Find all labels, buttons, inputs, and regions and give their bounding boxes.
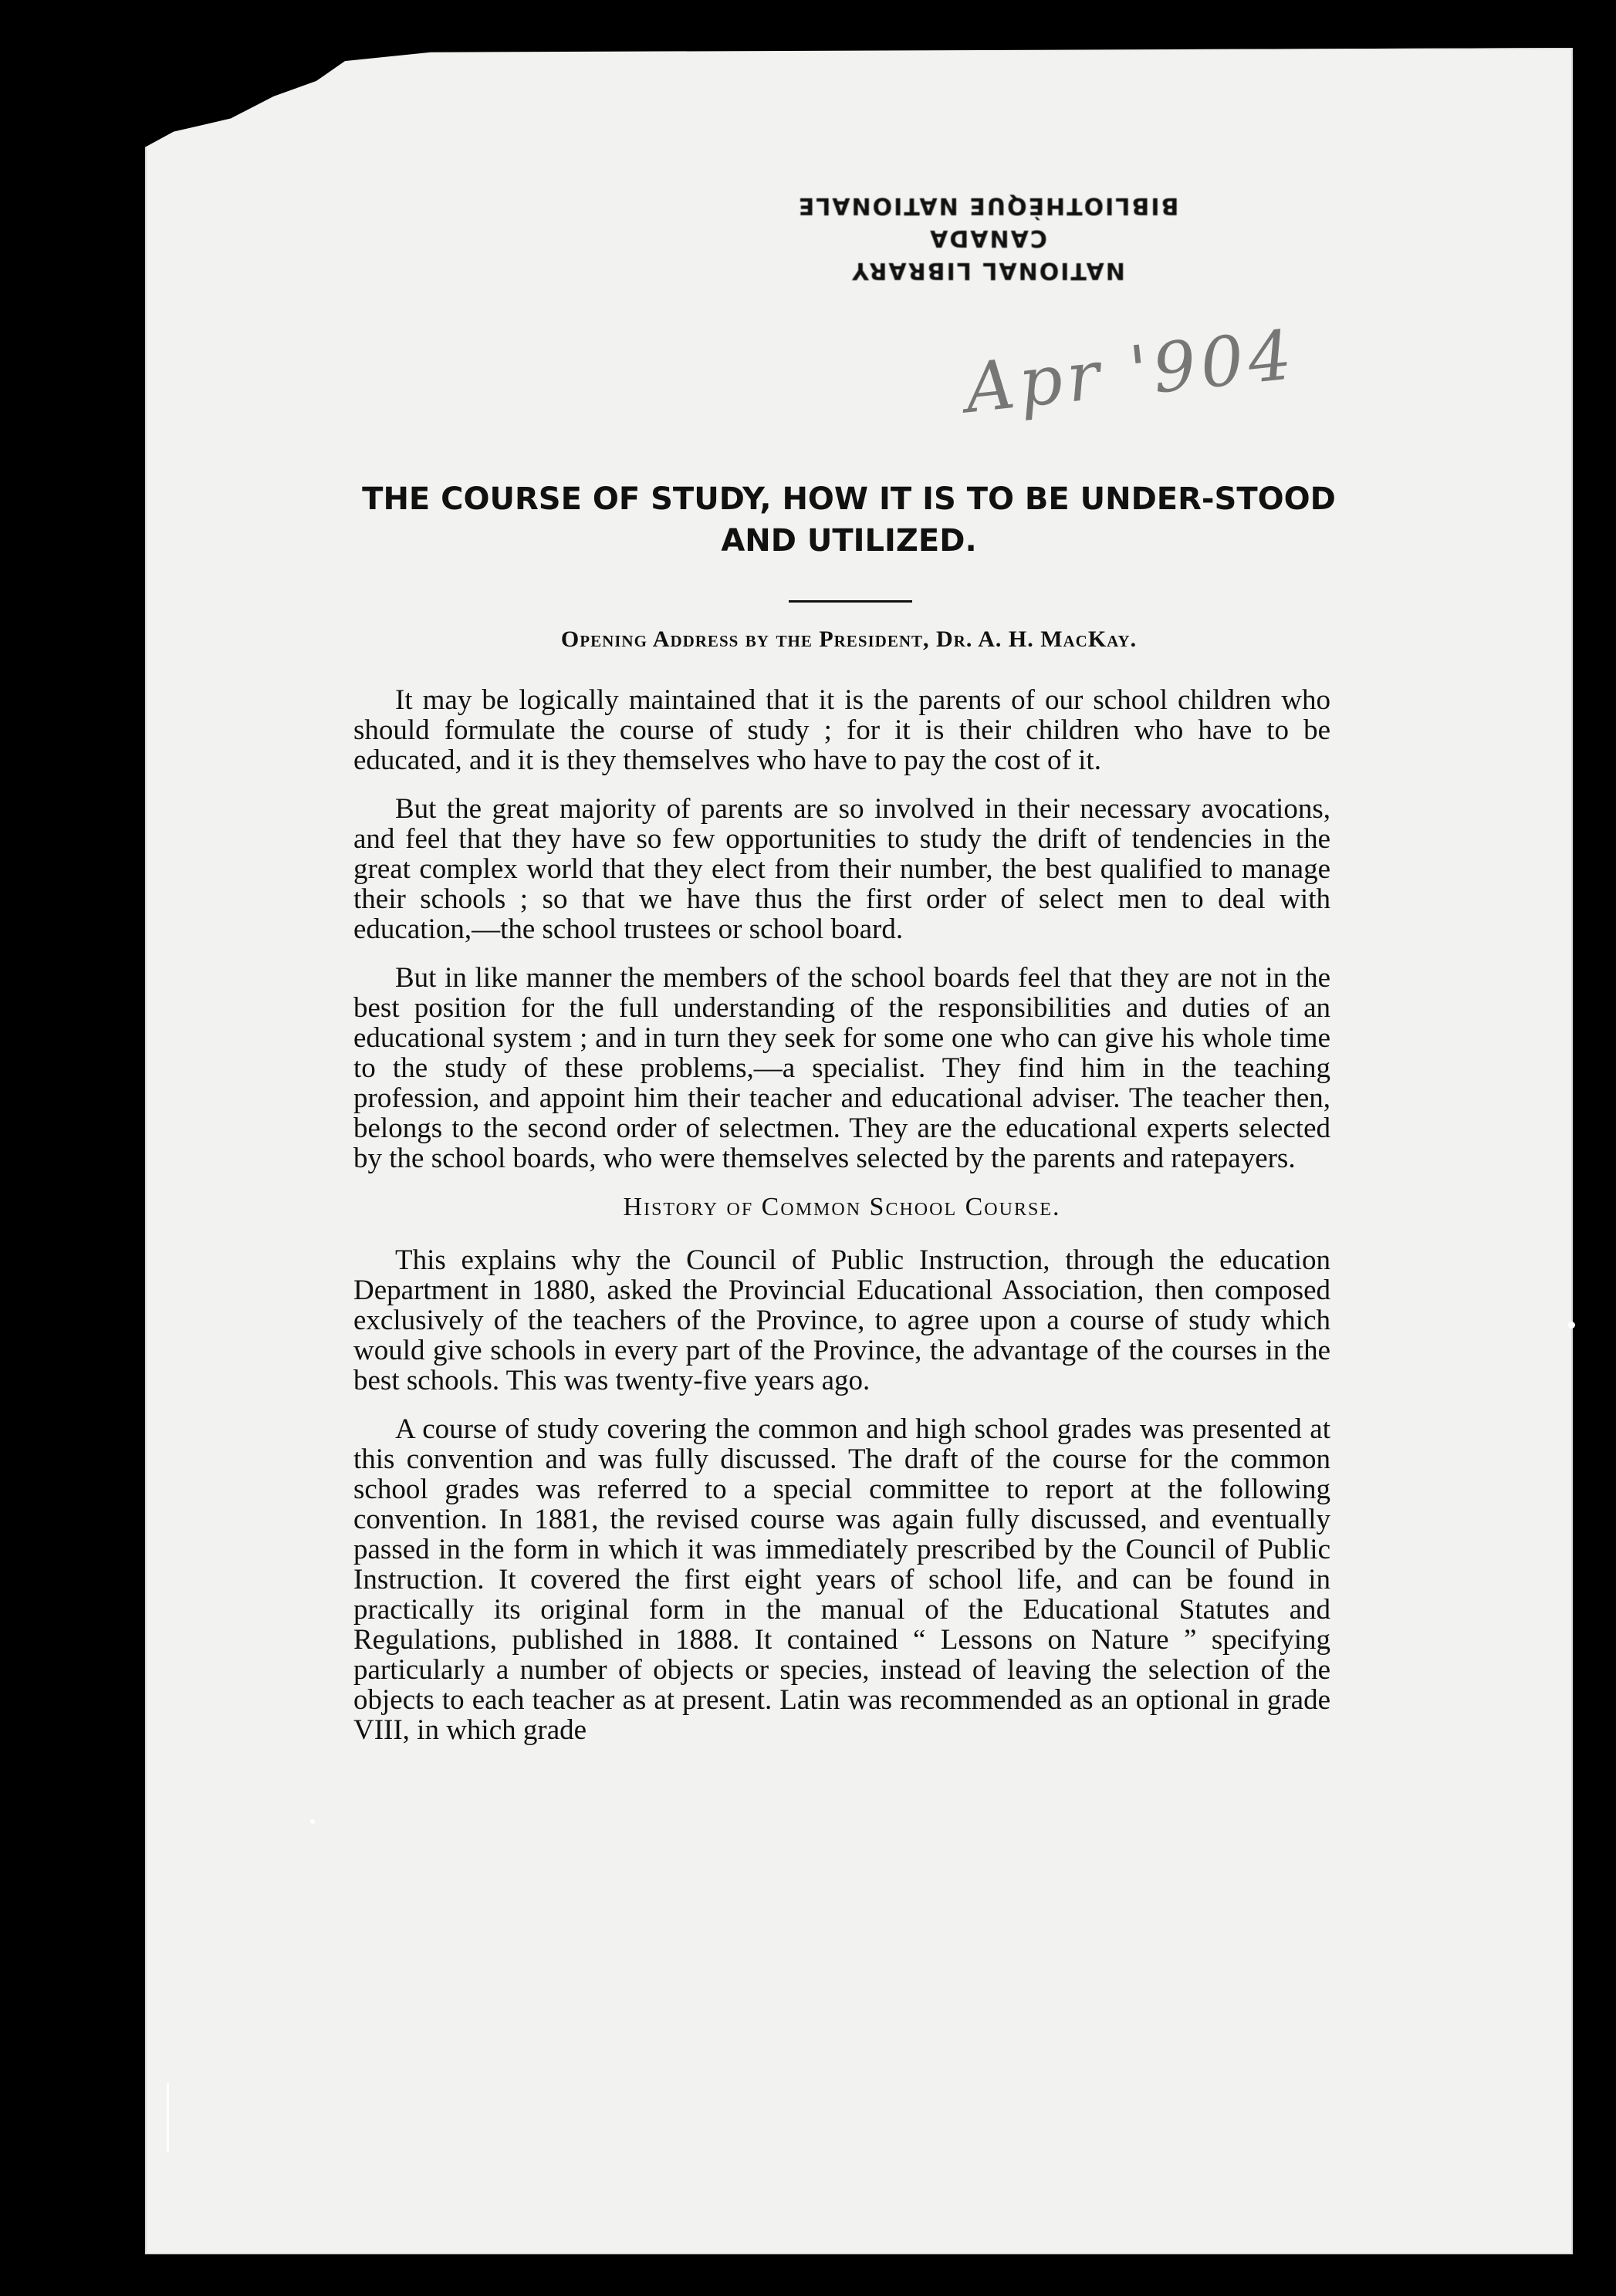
stamp-line-2: CANADA: [928, 225, 1047, 252]
section-heading: History of Common School Course.: [623, 1193, 1061, 1221]
stamp-line-1: NATIONAL LIBRARY: [850, 257, 1125, 284]
handwritten-date: Apr '904: [961, 314, 1300, 429]
title-divider: [789, 600, 912, 603]
stamp-line-3: BIBLIOTHÈQUE NATIONALE: [796, 192, 1179, 219]
document-title: THE COURSE OF STUDY, HOW IT IS TO BE UNDER-STOOD AND UTILIZED.: [362, 481, 1336, 559]
paragraph: A course of study covering the common and high school grades was presented at this convention and was fully discussed. The draft of the course for the common school grades was referred to a special committee to report at the following convention. In 1881, the revised course was again fully discussed, and eventually passed in the form in which it was immediately prescribed by the Council of Public Instruction. It covered the first eight years of school life, and can be found in practically its original form in the manual of the Educational Statutes and Regulations, published in 1888. It contained “ Lessons on Nature ” specifying particularly a number of objects or species, instead of leaving the selection of the objects to each teacher as at present. Latin was recommended as an optional in grade VIII, in which grade: [353, 1413, 1330, 1746]
library-stamp: [779, 189, 1196, 286]
body-text: [353, 685, 1330, 1764]
scan-speck: [310, 1819, 315, 1824]
paragraph: But in like manner the members of the school boards feel that they are not in the best position for the full understanding of the responsibilities and duties of an educational system ; and in turn they seek for some one who can give his whole time to the study of these problems,—a specialist. They find him in the teaching profession, and appoint him their teacher and educational adviser. The teacher then, belongs to the second order of selectmen. They are the educational experts selected by the school boards, who were themselves selected by the parents and ratepayers.: [353, 962, 1330, 1174]
scan-edge-mark: [167, 2083, 169, 2152]
scan-speck: [1568, 1322, 1575, 1329]
paragraph: It may be logically maintained that it is the parents of our school children who should formulate the course of study ; for it is their children who have to be educated, and it is they themselves who have to pay the cost of it.: [353, 684, 1330, 776]
paragraph: This explains why the Council of Public Instruction, through the education Department in 1880, asked the Provincial Educational Association, then composed exclusively of the teachers of the Province, to agree upon a course of study which would give schools in every part of the Province, the advantage of the courses in the best schools. This was twenty-five years ago.: [353, 1244, 1330, 1396]
document-subtitle: Opening Address by the President, Dr. A. H. MacKay.: [560, 626, 1138, 652]
paragraph: But the great majority of parents are so involved in their necessary avocations, and feel that they have so few opportunities to study the drift of tendencies in the great complex world that they elect from their number, the best qualified to manage their schools ; so that we have thus the first order of select men to deal with education,—the school trustees or school board.: [353, 793, 1330, 945]
